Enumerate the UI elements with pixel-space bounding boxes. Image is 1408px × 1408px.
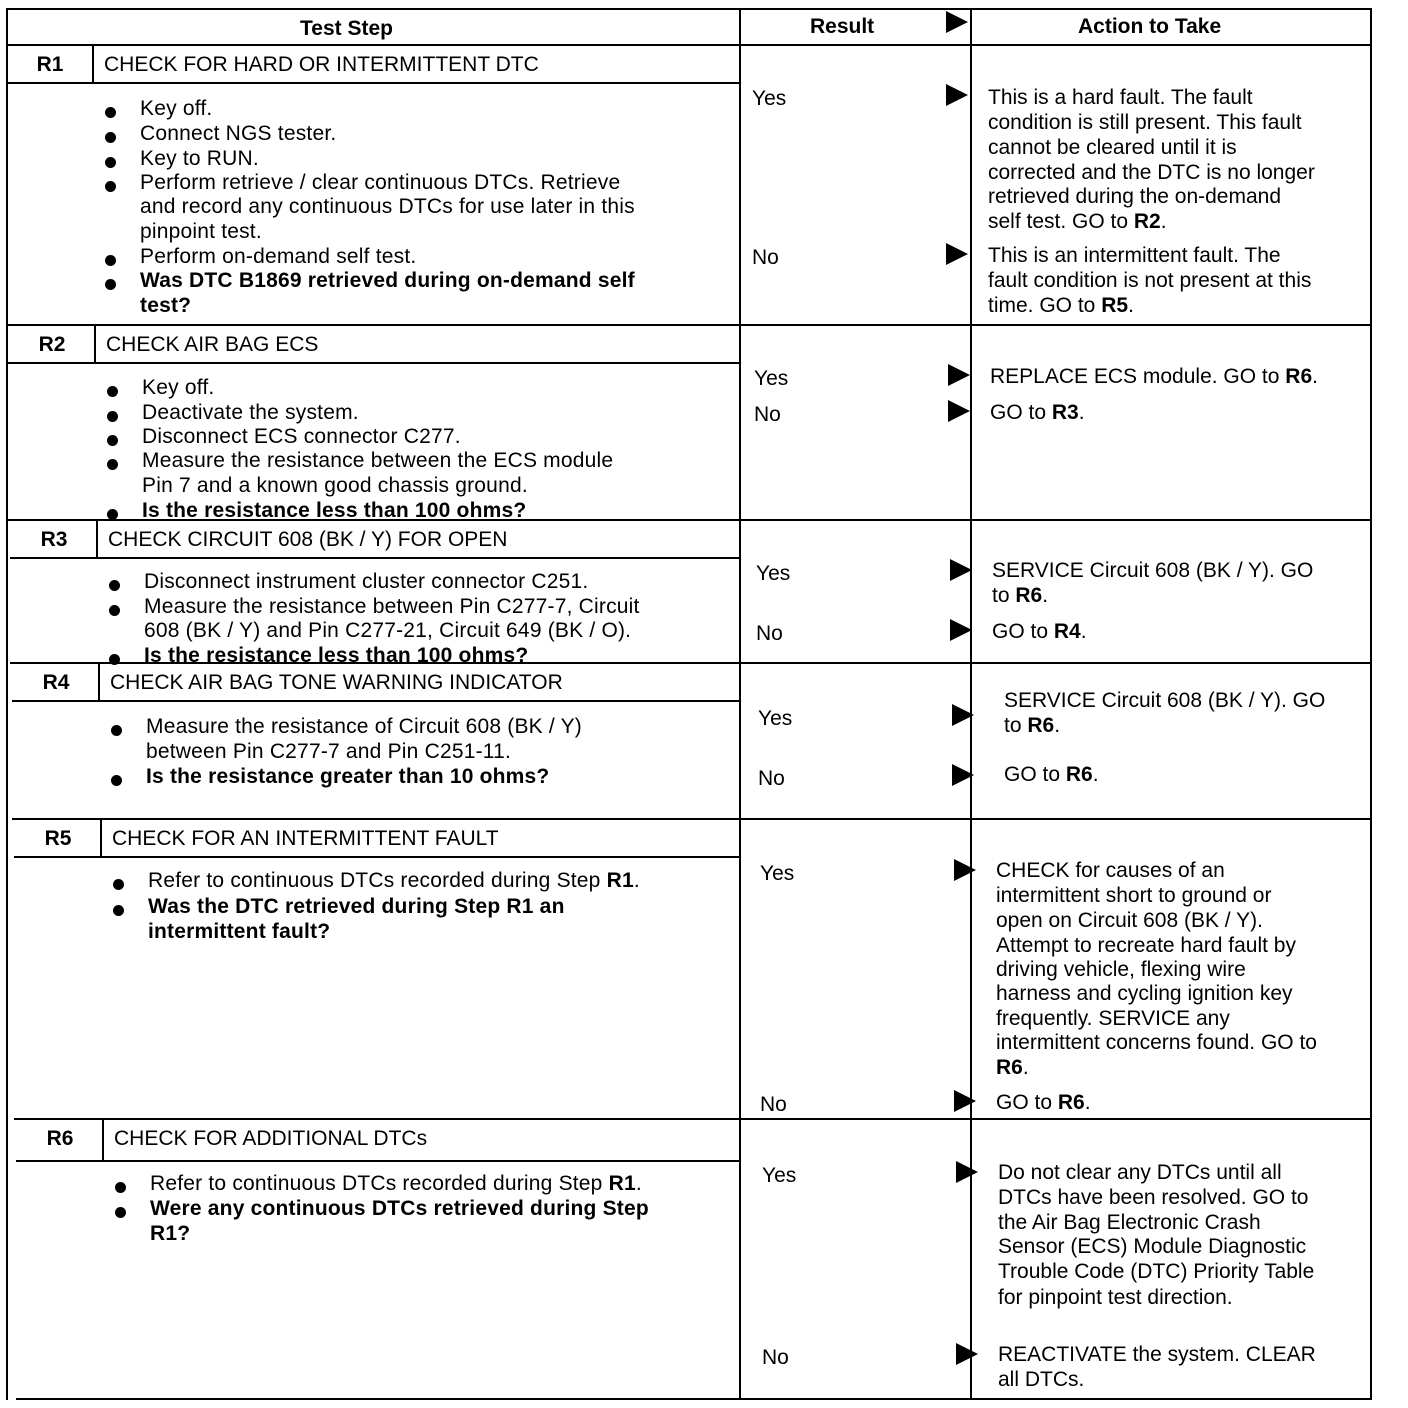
instruction-line: Measure the resistance between Pin C277-7, Circuit bbox=[144, 595, 640, 618]
instruction-line: Key off. bbox=[142, 376, 215, 399]
bullet-icon bbox=[113, 905, 124, 916]
step-id-r2: R2 bbox=[38, 333, 66, 356]
action-line: harness and cycling ignition key bbox=[996, 982, 1293, 1005]
action-line: to R6. bbox=[1004, 714, 1061, 737]
instruction-line: test? bbox=[140, 294, 192, 317]
result-yes: Yes bbox=[758, 707, 793, 730]
action-line: Attempt to recreate hard fault by bbox=[996, 934, 1296, 957]
result-arrow-icon bbox=[956, 1343, 978, 1365]
row-bottom-border bbox=[12, 818, 1372, 820]
bullet-icon bbox=[105, 279, 116, 290]
bullet-icon bbox=[107, 411, 118, 422]
result-no: No bbox=[754, 403, 781, 426]
title-bottom-border bbox=[14, 856, 741, 858]
result-no: No bbox=[760, 1093, 787, 1116]
bullet-icon bbox=[115, 1182, 126, 1193]
action-line: intermittent concerns found. GO to bbox=[996, 1031, 1317, 1054]
result-yes: Yes bbox=[752, 87, 787, 110]
action-line: GO to R3. bbox=[990, 401, 1085, 424]
table-right-border bbox=[1370, 8, 1372, 1398]
action-line: Sensor (ECS) Module Diagnostic bbox=[998, 1235, 1307, 1258]
action-line: frequently. SERVICE any bbox=[996, 1007, 1230, 1030]
instruction-line: intermittent fault? bbox=[148, 920, 331, 943]
action-line: GO to R4. bbox=[992, 620, 1087, 643]
step-id-divider bbox=[94, 324, 96, 362]
result-arrow-icon bbox=[956, 1161, 978, 1183]
step-title-r4: CHECK AIR BAG TONE WARNING INDICATOR bbox=[110, 671, 563, 694]
action-line: self test. GO to R2. bbox=[988, 210, 1167, 233]
action-line: time. GO to R5. bbox=[988, 294, 1134, 317]
result-arrow-icon bbox=[946, 84, 968, 106]
title-bottom-border bbox=[12, 700, 741, 702]
bullet-icon bbox=[111, 725, 122, 736]
result-yes: Yes bbox=[756, 562, 791, 585]
bullet-icon bbox=[109, 654, 120, 665]
result-no: No bbox=[756, 622, 783, 645]
step-id-divider bbox=[92, 44, 94, 82]
step-id-divider bbox=[98, 662, 100, 700]
result-arrow-icon bbox=[954, 1090, 976, 1112]
result-yes: Yes bbox=[760, 862, 795, 885]
bullet-icon bbox=[105, 255, 116, 266]
step-id-divider bbox=[96, 519, 98, 557]
bullet-icon bbox=[105, 107, 116, 118]
instruction-line: Were any continuous DTCs retrieved during Step bbox=[150, 1197, 649, 1220]
result-no: No bbox=[752, 246, 779, 269]
bullet-icon bbox=[109, 605, 120, 616]
action-line: Do not clear any DTCs until all bbox=[998, 1161, 1282, 1184]
header-action: Action to Take bbox=[1078, 15, 1222, 38]
instruction-line: R1? bbox=[150, 1222, 191, 1245]
instruction-line: Measure the resistance between the ECS module bbox=[142, 449, 614, 472]
header-test-step: Test Step bbox=[300, 17, 393, 40]
action-line: for pinpoint test direction. bbox=[998, 1286, 1233, 1309]
instruction-line: Disconnect ECS connector C277. bbox=[142, 425, 461, 448]
action-line: REACTIVATE the system. CLEAR bbox=[998, 1343, 1316, 1366]
step-title-r5: CHECK FOR AN INTERMITTENT FAULT bbox=[112, 827, 499, 850]
bullet-icon bbox=[109, 580, 120, 591]
action-line: the Air Bag Electronic Crash bbox=[998, 1211, 1261, 1234]
header-result: Result bbox=[810, 15, 875, 38]
row-bottom-border bbox=[6, 324, 1372, 326]
bullet-icon bbox=[113, 879, 124, 890]
instruction-line: Connect NGS tester. bbox=[140, 122, 337, 145]
action-line: all DTCs. bbox=[998, 1368, 1085, 1391]
instruction-line: Is the resistance less than 100 ohms? bbox=[144, 644, 529, 667]
instruction-line: Was the DTC retrieved during Step R1 an bbox=[148, 895, 565, 918]
action-line: driving vehicle, flexing wire bbox=[996, 958, 1246, 981]
result-no: No bbox=[758, 767, 785, 790]
instruction-line: Key to RUN. bbox=[140, 147, 259, 170]
action-line: This is an intermittent fault. The bbox=[988, 244, 1281, 267]
result-arrow-icon bbox=[952, 764, 974, 786]
bullet-icon bbox=[107, 459, 118, 470]
result-no: No bbox=[762, 1346, 789, 1369]
instruction-line: Is the resistance less than 100 ohms? bbox=[142, 499, 527, 522]
instruction-line: Key off. bbox=[140, 97, 213, 120]
result-yes: Yes bbox=[762, 1164, 797, 1187]
result-arrow-icon bbox=[948, 400, 970, 422]
step-title-r1: CHECK FOR HARD OR INTERMITTENT DTC bbox=[104, 53, 539, 76]
action-line: R6. bbox=[996, 1056, 1029, 1079]
instruction-line: between Pin C277-7 and Pin C251-11. bbox=[146, 740, 512, 763]
result-arrow-icon bbox=[948, 364, 970, 386]
instruction-line: Was DTC B1869 retrieved during on-demand self bbox=[140, 269, 635, 292]
action-line: Trouble Code (DTC) Priority Table bbox=[998, 1260, 1315, 1283]
title-bottom-border bbox=[8, 362, 741, 364]
action-line: open on Circuit 608 (BK / Y). bbox=[996, 909, 1263, 932]
bullet-icon bbox=[105, 157, 116, 168]
action-line: corrected and the DTC is no longer bbox=[988, 161, 1315, 184]
result-yes: Yes bbox=[754, 367, 789, 390]
action-line: cannot be cleared until it is bbox=[988, 136, 1237, 159]
instruction-line: Disconnect instrument cluster connector C251. bbox=[144, 570, 589, 593]
result-column-divider bbox=[739, 8, 741, 1398]
row-bottom-border bbox=[16, 1398, 1372, 1400]
instruction-line: Perform on-demand self test. bbox=[140, 245, 417, 268]
instruction-line: Measure the resistance of Circuit 608 (BK / Y) bbox=[146, 715, 582, 738]
instruction-line: 608 (BK / Y) and Pin C277-21, Circuit 649 (BK / O). bbox=[144, 619, 632, 642]
instruction-line: Pin 7 and a known good chassis ground. bbox=[142, 474, 528, 497]
action-line: retrieved during the on-demand bbox=[988, 185, 1282, 208]
table-left-border bbox=[6, 8, 8, 1400]
step-id-divider bbox=[102, 1118, 104, 1160]
result-arrow-icon bbox=[946, 243, 968, 265]
bullet-icon bbox=[105, 132, 116, 143]
instruction-line: pinpoint test. bbox=[140, 220, 262, 243]
action-line: GO to R6. bbox=[1004, 763, 1099, 786]
table-top-border bbox=[6, 8, 1372, 10]
step-id-r3: R3 bbox=[40, 528, 68, 551]
action-line: CHECK for causes of an bbox=[996, 859, 1225, 882]
instruction-line: Deactivate the system. bbox=[142, 401, 359, 424]
title-bottom-border bbox=[10, 557, 741, 559]
bullet-icon bbox=[105, 181, 116, 192]
step-title-r6: CHECK FOR ADDITIONAL DTCs bbox=[114, 1127, 428, 1150]
result-arrow-icon bbox=[950, 559, 972, 581]
action-line: to R6. bbox=[992, 584, 1049, 607]
action-line: SERVICE Circuit 608 (BK / Y). GO bbox=[992, 559, 1314, 582]
instruction-line: Is the resistance greater than 10 ohms? bbox=[146, 765, 550, 788]
action-line: fault condition is not present at this bbox=[988, 269, 1312, 292]
result-arrow-icon bbox=[954, 859, 976, 881]
action-column-divider bbox=[970, 8, 972, 1398]
step-id-r6: R6 bbox=[46, 1127, 74, 1150]
step-id-divider bbox=[100, 818, 102, 856]
action-line: This is a hard fault. The fault bbox=[988, 86, 1253, 109]
header-arrow-icon bbox=[946, 11, 968, 33]
instruction-line: Perform retrieve / clear continuous DTCs. Retrieve bbox=[140, 171, 621, 194]
instruction-line: Refer to continuous DTCs recorded during Step R1. bbox=[148, 869, 640, 892]
header-bottom-border bbox=[6, 44, 1372, 46]
bullet-icon bbox=[107, 509, 118, 520]
action-line: SERVICE Circuit 608 (BK / Y). GO bbox=[1004, 689, 1326, 712]
step-id-r1: R1 bbox=[36, 53, 64, 76]
action-line: condition is still present. This fault bbox=[988, 111, 1302, 134]
bullet-icon bbox=[107, 386, 118, 397]
action-line: intermittent short to ground or bbox=[996, 884, 1272, 907]
step-title-r3: CHECK CIRCUIT 608 (BK / Y) FOR OPEN bbox=[108, 528, 508, 551]
action-line: DTCs have been resolved. GO to bbox=[998, 1186, 1309, 1209]
title-bottom-border bbox=[6, 82, 741, 84]
title-bottom-border bbox=[16, 1160, 741, 1162]
result-arrow-icon bbox=[952, 704, 974, 726]
instruction-line: and record any continuous DTCs for use later in this bbox=[140, 195, 635, 218]
action-line: GO to R6. bbox=[996, 1091, 1091, 1114]
action-line: REPLACE ECS module. GO to R6. bbox=[990, 365, 1318, 388]
bullet-icon bbox=[115, 1207, 126, 1218]
bullet-icon bbox=[107, 435, 118, 446]
step-id-r5: R5 bbox=[44, 827, 72, 850]
bullet-icon bbox=[111, 775, 122, 786]
instruction-line: Refer to continuous DTCs recorded during Step R1. bbox=[150, 1172, 642, 1195]
step-id-r4: R4 bbox=[42, 671, 70, 694]
step-title-r2: CHECK AIR BAG ECS bbox=[106, 333, 319, 356]
row-bottom-border bbox=[14, 1118, 1372, 1120]
result-arrow-icon bbox=[950, 619, 972, 641]
